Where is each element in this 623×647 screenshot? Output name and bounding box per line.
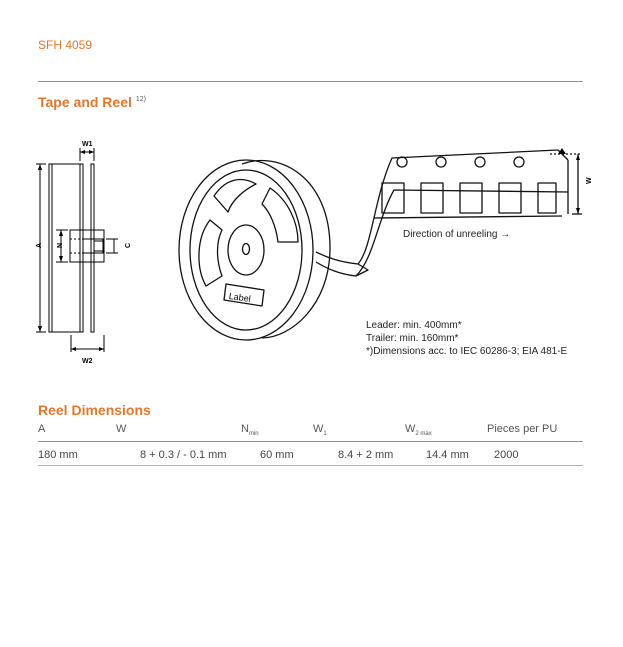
reel-side-view-diagram: [30, 135, 140, 370]
a-label: A: [36, 242, 43, 248]
cell-w2: 14.4 mm: [426, 449, 469, 461]
leader-note: Leader: min. 400mm*: [366, 320, 462, 331]
col-header-w: W: [116, 423, 127, 435]
col-header-w1: $W_1$: [313, 423, 327, 438]
tape-w-label: W: [586, 177, 593, 184]
table-header-rule: [38, 441, 583, 442]
tape-reel-title: Tape and Reel: [38, 94, 132, 110]
trailer-note: Trailer: min. 160mm*: [366, 333, 459, 344]
col-header-n: $N_{min}$: [241, 423, 259, 438]
cell-pieces: 2000: [494, 449, 519, 461]
w1-label: W1: [82, 141, 93, 148]
footnote-ref: 12): [135, 96, 147, 103]
direction-of-unreeling: Direction of unreeling →: [403, 229, 511, 240]
cell-n: 60 mm: [260, 449, 294, 461]
tape-reel-heading: [38, 94, 146, 110]
cell-w1: 8.4 + 2 mm: [338, 449, 394, 461]
reel-perspective-diagram: [170, 138, 600, 348]
col-header-w2: $W_{2 max}$: [405, 423, 432, 438]
reel-dimensions-title: Reel Dimensions: [38, 402, 151, 418]
table-bottom-rule: [38, 465, 583, 466]
header-rule: [38, 81, 583, 82]
w2-label: W2: [82, 358, 93, 365]
c-label: C: [125, 242, 132, 248]
cell-w: 8 + 0.3 / - 0.1 mm: [140, 449, 227, 461]
col-header-a: A: [38, 423, 46, 435]
reel-label-text: Label: [228, 290, 252, 304]
document-id: SFH 4059: [38, 38, 93, 52]
cell-a: 180 mm: [38, 449, 78, 461]
col-header-pieces: Pieces per PU: [487, 423, 558, 435]
dimensions-note: *)Dimensions acc. to IEC 60286-3; EIA 481-E: [366, 346, 568, 357]
n-label: N: [57, 242, 64, 248]
